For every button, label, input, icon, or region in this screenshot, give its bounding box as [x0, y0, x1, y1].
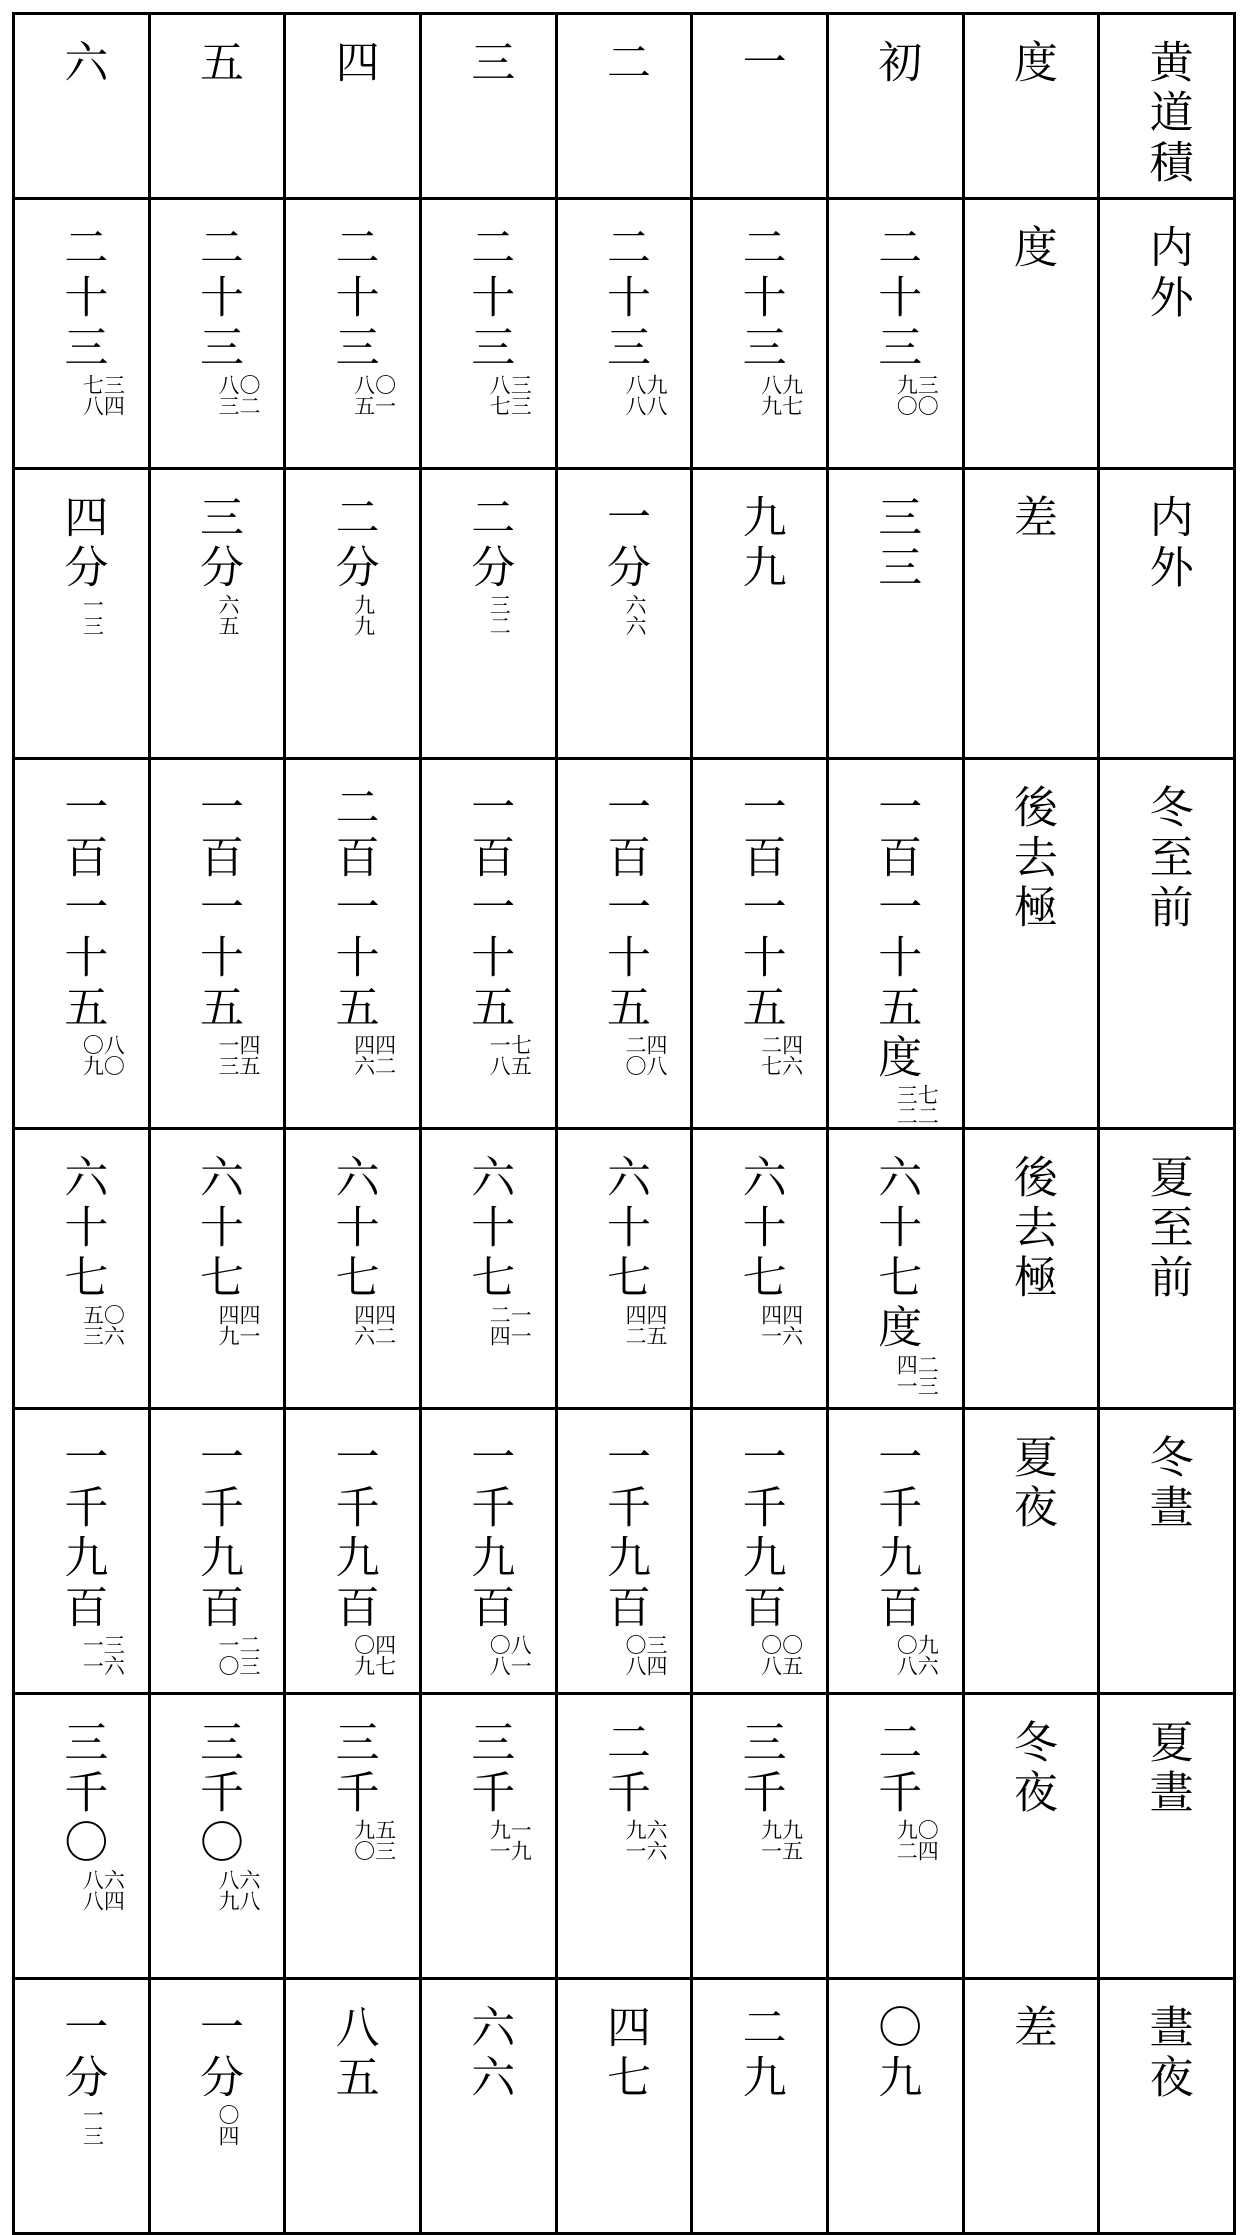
value-cell — [149, 199, 285, 469]
fraction-digit-column: 二七 — [758, 1034, 783, 1076]
value-main: 六十七 — [327, 1154, 379, 1304]
fraction-digit-column: 九七 — [779, 374, 804, 416]
row-label-cell — [1099, 1979, 1235, 2234]
value-fraction — [603, 594, 645, 636]
fraction-digit-column: 四二 — [372, 1304, 397, 1346]
value-main: 一千九百 — [56, 1434, 108, 1634]
row-label: 晝夜 — [1141, 2004, 1193, 2104]
fraction-digit-column: 七二 — [915, 1084, 940, 1126]
value-cell — [827, 1979, 963, 2234]
fraction-digit-column: 八三 — [215, 374, 240, 416]
value-fraction — [853, 1634, 940, 1676]
fraction-digit-column: 〇四 — [915, 1819, 940, 1861]
value-cell — [556, 1979, 692, 2234]
table-body — [14, 14, 1235, 2234]
value-fraction — [718, 1304, 802, 1346]
value-cell — [827, 1694, 963, 1979]
value-fraction — [718, 1634, 802, 1676]
row-label-cell — [1099, 199, 1235, 469]
value-main: 六十七 — [598, 1154, 650, 1304]
fraction-digit-column: 八九 — [215, 1869, 240, 1911]
row-sublabel: 差 — [1005, 2004, 1057, 2054]
value-cell — [14, 1129, 150, 1409]
value-fraction — [175, 1304, 259, 1346]
fraction-digit-column: 八一 — [508, 1634, 533, 1676]
value-fraction — [60, 594, 105, 636]
fraction-digit-column: 一三 — [80, 594, 105, 636]
fraction-digit-column: 四一 — [236, 1304, 261, 1346]
value-fraction — [39, 374, 126, 416]
fraction-digit-column: 一八 — [487, 1034, 512, 1076]
degree-label: 度 — [1005, 39, 1057, 89]
value-cell — [827, 1409, 963, 1694]
value-fraction — [60, 2104, 105, 2146]
cell-content — [829, 1434, 962, 1676]
fraction-digit-column: 四二 — [622, 1304, 647, 1346]
value-cell — [692, 1979, 828, 2234]
value-main: 一千九百 — [870, 1434, 922, 1634]
fraction-digit-column: 一三 — [80, 2104, 105, 2146]
cell-content — [151, 2004, 284, 2146]
row-sublabel: 冬夜 — [1005, 1719, 1057, 1819]
row-label: 夏晝 — [1141, 1719, 1193, 1819]
value-main: 三千〇 — [191, 1719, 243, 1869]
table-row — [14, 759, 1235, 1129]
value-cell — [556, 469, 692, 759]
fraction-digit-column: 六六 — [643, 1819, 668, 1861]
value-cell — [692, 469, 828, 759]
fraction-digit-column: 三三 — [508, 374, 533, 416]
value-main: 〇九 — [870, 2004, 922, 2104]
value-main: 一百一十五 — [598, 784, 650, 1034]
cell-content — [15, 224, 148, 416]
cell-content — [151, 1719, 284, 1911]
cell-content — [422, 494, 555, 636]
value-main: 一分 — [56, 2004, 108, 2104]
value-main: 一分 — [598, 494, 650, 594]
value-cell — [827, 469, 963, 759]
cell-content — [558, 494, 691, 636]
value-main: 一千九百 — [463, 1434, 515, 1634]
value-fraction — [718, 1819, 802, 1861]
row-label: 冬至前 — [1141, 784, 1193, 934]
row-label-cell — [1099, 1694, 1235, 1979]
row-label: 内外 — [1141, 224, 1193, 324]
cell-content — [693, 1154, 826, 1346]
value-main: 二千 — [598, 1719, 650, 1819]
value-fraction — [446, 1634, 533, 1676]
fraction-digit-column: 三〇 — [915, 374, 940, 416]
cell-content — [558, 1434, 691, 1676]
fraction-digit-column: 三四 — [101, 374, 126, 416]
value-fraction — [39, 1869, 126, 1911]
value-fraction — [196, 2104, 238, 2146]
fraction-digit-column: 八八 — [622, 374, 647, 416]
value-cell — [420, 199, 556, 469]
value-cell — [149, 1694, 285, 1979]
table-row — [14, 1979, 1235, 2234]
col-label-4: 四 — [327, 39, 379, 89]
value-cell — [14, 199, 150, 469]
fraction-digit-column: 〇八 — [622, 1634, 647, 1676]
fraction-digit-column: 二三 — [236, 1634, 261, 1676]
value-cell — [827, 1129, 963, 1409]
value-fraction — [311, 1304, 395, 1346]
value-main: 二十三 — [463, 224, 515, 374]
value-fraction — [175, 1634, 259, 1676]
fraction-digit-column: 九五 — [779, 1819, 804, 1861]
fraction-digit-column: 八〇 — [101, 1034, 126, 1076]
value-fraction — [582, 374, 666, 416]
cell-content — [286, 494, 419, 636]
value-main: 六六 — [463, 2004, 515, 2104]
value-cell — [285, 469, 421, 759]
header-cell-4 — [285, 14, 421, 199]
fraction-digit-column: 四六 — [351, 1034, 376, 1076]
fraction-digit-column: 四六 — [351, 1304, 376, 1346]
fraction-digit-column: 〇九 — [351, 1634, 376, 1676]
fraction-digit-column: 〇四 — [215, 2104, 240, 2146]
fraction-digit-column: 八五 — [351, 374, 376, 416]
value-main: 二十三 — [598, 224, 650, 374]
value-cell — [285, 1129, 421, 1409]
cell-content — [422, 1154, 555, 1346]
col-label-3: 三 — [463, 39, 515, 89]
cell-content — [693, 2004, 826, 2104]
row-label: 冬晝 — [1141, 1434, 1193, 1534]
cell-content — [558, 2004, 691, 2104]
fraction-digit-column: 一一 — [508, 1304, 533, 1346]
cell-content — [151, 494, 284, 636]
fraction-digit-column: 二四 — [487, 1304, 512, 1346]
cell-content — [422, 1719, 555, 1861]
table-row — [14, 1129, 1235, 1409]
table-row — [14, 1694, 1235, 1979]
col-label-6: 六 — [56, 39, 108, 89]
value-fraction — [311, 1819, 395, 1861]
row-sublabel-cell — [963, 1409, 1099, 1694]
value-main: 一千九百 — [598, 1434, 650, 1634]
value-main: 一千九百 — [327, 1434, 379, 1634]
value-main: 二十三 — [870, 224, 922, 374]
value-cell — [14, 469, 150, 759]
row-label-cell — [1099, 1409, 1235, 1694]
fraction-digit-column: 三六 — [101, 1634, 126, 1676]
cell-content — [558, 224, 691, 416]
value-fraction — [582, 1634, 666, 1676]
value-main: 六十七 — [56, 1154, 108, 1304]
cell-content — [286, 224, 419, 416]
almanac-table-wrapper — [12, 12, 1236, 2162]
value-fraction — [853, 1084, 940, 1126]
fraction-digit-column: 九一 — [487, 1819, 512, 1861]
value-fraction — [446, 374, 533, 416]
col-label-0: 初 — [870, 39, 922, 89]
value-fraction — [467, 594, 512, 636]
cell-content — [286, 1154, 419, 1346]
row-label-cell — [1099, 469, 1235, 759]
row-label-cell — [1099, 759, 1235, 1129]
value-cell — [556, 199, 692, 469]
fraction-digit-column: 四二 — [372, 1034, 397, 1076]
fraction-digit-column: 六四 — [101, 1869, 126, 1911]
value-main: 二分 — [463, 494, 515, 594]
value-cell — [692, 199, 828, 469]
value-cell — [420, 469, 556, 759]
value-cell — [827, 759, 963, 1129]
fraction-digit-column: 七八 — [80, 374, 105, 416]
fraction-digit-column: 四五 — [236, 1034, 261, 1076]
fraction-digit-column: 〇八 — [894, 1634, 919, 1676]
value-main: 三分 — [191, 494, 243, 594]
fraction-digit-column: 一一 — [80, 1634, 105, 1676]
col-label-2: 二 — [598, 39, 650, 89]
fraction-digit-column: 四七 — [372, 1634, 397, 1676]
row-sublabel: 差 — [1005, 494, 1057, 544]
header-cell-1 — [692, 14, 828, 199]
value-cell — [285, 199, 421, 469]
cell-content — [558, 1154, 691, 1346]
cell-content — [829, 494, 962, 594]
value-fraction — [446, 1304, 533, 1346]
value-main: 六十七 — [734, 1154, 786, 1304]
fraction-digit-column: 二三 — [915, 1354, 940, 1396]
header-row — [14, 14, 1235, 199]
fraction-digit-column: 四一 — [894, 1354, 919, 1396]
fraction-digit-column: 四六 — [779, 1034, 804, 1076]
value-main: 六十七 — [463, 1154, 515, 1304]
value-main: 二十三 — [734, 224, 786, 374]
cell-content — [286, 1719, 419, 1861]
fraction-digit-column: 四九 — [215, 1304, 240, 1346]
fraction-digit-column: 二〇 — [622, 1034, 647, 1076]
cell-content — [286, 1434, 419, 1676]
value-fraction — [853, 1819, 940, 1861]
value-fraction — [853, 374, 940, 416]
value-main: 一千九百 — [191, 1434, 243, 1634]
value-main: 二九 — [734, 2004, 786, 2104]
cell-content — [693, 1434, 826, 1676]
value-fraction — [446, 1819, 533, 1861]
table-row — [14, 469, 1235, 759]
value-main: 八五 — [327, 2004, 379, 2104]
cell-content — [422, 224, 555, 416]
value-main: 三千 — [327, 1719, 379, 1819]
fraction-digit-column: 〇五 — [779, 1634, 804, 1676]
fraction-digit-column: 六六 — [622, 594, 647, 636]
cell-content — [829, 2004, 962, 2104]
cell-content — [15, 494, 148, 636]
value-cell — [556, 1694, 692, 1979]
fraction-digit-column: 九二 — [894, 1819, 919, 1861]
header-cell-0 — [827, 14, 963, 199]
value-cell — [827, 199, 963, 469]
fraction-digit-column: 九九 — [351, 594, 376, 636]
value-main: 二十三 — [327, 224, 379, 374]
value-cell — [420, 1129, 556, 1409]
row-sublabel: 後去極 — [1005, 1154, 1057, 1304]
row-sublabel-cell — [963, 1129, 1099, 1409]
value-cell — [14, 1979, 150, 2234]
value-main: 六十七度 — [870, 1154, 922, 1354]
fraction-digit-column: 五三 — [372, 1819, 397, 1861]
value-cell — [149, 1129, 285, 1409]
header-cell-6 — [14, 14, 150, 199]
fraction-digit-column: 五三 — [80, 1304, 105, 1346]
value-main: 三千 — [463, 1719, 515, 1819]
value-fraction — [39, 1304, 126, 1346]
cell-content — [829, 784, 962, 1126]
col-label-5: 五 — [191, 39, 243, 89]
fraction-digit-column: 八八 — [80, 1869, 105, 1911]
value-main: 四七 — [598, 2004, 650, 2104]
value-fraction — [582, 1819, 666, 1861]
value-main: 三千 — [734, 1719, 786, 1819]
header-degree-cell — [963, 14, 1099, 199]
value-main: 二十三 — [191, 224, 243, 374]
value-cell — [285, 1694, 421, 1979]
fraction-digit-column: 九八 — [643, 374, 668, 416]
fraction-digit-column: 〇二 — [236, 374, 261, 416]
cell-content — [693, 1719, 826, 1861]
fraction-digit-column: 四八 — [643, 1034, 668, 1076]
value-cell — [14, 1694, 150, 1979]
row-sublabel-cell — [963, 1979, 1099, 2234]
cell-content — [829, 1719, 962, 1861]
fraction-digit-column: 四六 — [779, 1304, 804, 1346]
fraction-digit-column: 〇九 — [80, 1034, 105, 1076]
value-fraction — [853, 1354, 940, 1396]
cell-content — [15, 1154, 148, 1346]
cell-content — [15, 1434, 148, 1676]
value-fraction — [718, 374, 802, 416]
value-main: 九九 — [734, 494, 786, 594]
value-main: 六十七 — [191, 1154, 243, 1304]
value-cell — [692, 1694, 828, 1979]
value-main: 四分 — [56, 494, 108, 594]
value-main: 二十三 — [56, 224, 108, 374]
fraction-digit-column: 七五 — [508, 1034, 533, 1076]
cell-content — [151, 1434, 284, 1676]
value-main: 一百一十五 — [56, 784, 108, 1034]
ecliptic-table — [12, 12, 1236, 2235]
cell-content — [422, 1434, 555, 1676]
cell-content — [829, 1154, 962, 1396]
fraction-digit-column: 六五 — [215, 594, 240, 636]
value-main: 三三 — [870, 494, 922, 594]
row-sublabel-cell — [963, 469, 1099, 759]
fraction-digit-column: 六八 — [236, 1869, 261, 1911]
value-cell — [556, 1129, 692, 1409]
fraction-digit-column: 三四 — [643, 1634, 668, 1676]
fraction-digit-column: 四一 — [758, 1304, 783, 1346]
col-label-1: 一 — [734, 39, 786, 89]
fraction-digit-column: 八七 — [487, 374, 512, 416]
fraction-digit-column: 〇八 — [758, 1634, 783, 1676]
value-cell — [149, 469, 285, 759]
fraction-digit-column: 九〇 — [351, 1819, 376, 1861]
cell-content — [151, 1154, 284, 1346]
header-cell-2 — [556, 14, 692, 199]
value-cell — [420, 1694, 556, 1979]
row-label-cell — [1099, 1129, 1235, 1409]
ecliptic-accum-label: 黄道積 — [1141, 39, 1193, 189]
row-label: 夏至前 — [1141, 1154, 1193, 1304]
value-fraction — [39, 1634, 126, 1676]
fraction-digit-column: 一〇 — [215, 1634, 240, 1676]
value-fraction — [311, 374, 395, 416]
header-row-label-cell — [1099, 14, 1235, 199]
value-fraction — [332, 594, 374, 636]
value-cell — [285, 1979, 421, 2234]
fraction-digit-column: 一三 — [215, 1034, 240, 1076]
cell-content — [693, 494, 826, 594]
cell-content — [15, 2004, 148, 2146]
row-sublabel: 夏夜 — [1005, 1434, 1057, 1534]
fraction-digit-column: 三二 — [894, 1084, 919, 1126]
value-fraction — [175, 374, 259, 416]
value-main: 二百一十五 — [327, 784, 379, 1034]
row-sublabel-cell — [963, 1694, 1099, 1979]
value-main: 一分 — [191, 2004, 243, 2104]
cell-content — [422, 2004, 555, 2104]
cell-content — [829, 224, 962, 416]
value-main: 一百一十五度 — [870, 784, 922, 1084]
header-cell-5 — [149, 14, 285, 199]
row-sublabel: 度 — [1005, 224, 1057, 274]
fraction-digit-column: 九一 — [622, 1819, 647, 1861]
value-fraction — [175, 1869, 259, 1911]
table-row — [14, 1409, 1235, 1694]
fraction-digit-column: 〇八 — [487, 1634, 512, 1676]
fraction-digit-column: 三二 — [487, 594, 512, 636]
value-fraction — [311, 1634, 395, 1676]
cell-content — [15, 1719, 148, 1911]
fraction-digit-column: 〇一 — [372, 374, 397, 416]
value-main: 一百一十五 — [191, 784, 243, 1034]
value-main: 一千九百 — [734, 1434, 786, 1634]
value-main: 二千 — [870, 1719, 922, 1819]
table-row — [14, 199, 1235, 469]
fraction-digit-column: 〇六 — [101, 1304, 126, 1346]
fraction-digit-column: 九〇 — [894, 374, 919, 416]
row-label: 内外 — [1141, 494, 1193, 594]
fraction-digit-column: 九一 — [758, 1819, 783, 1861]
header-cell-3 — [420, 14, 556, 199]
cell-content — [286, 2004, 419, 2104]
value-main: 一百一十五 — [463, 784, 515, 1034]
value-fraction — [582, 1304, 666, 1346]
fraction-digit-column: 一九 — [508, 1819, 533, 1861]
row-sublabel: 後去極 — [1005, 784, 1057, 934]
value-cell — [149, 1979, 285, 2234]
value-main: 三千〇 — [56, 1719, 108, 1869]
value-main: 一百一十五 — [734, 784, 786, 1034]
row-sublabel-cell — [963, 199, 1099, 469]
cell-content — [693, 224, 826, 416]
value-main: 二分 — [327, 494, 379, 594]
value-fraction — [196, 594, 238, 636]
cell-content — [151, 224, 284, 416]
fraction-digit-column: 四五 — [643, 1304, 668, 1346]
value-cell — [420, 1979, 556, 2234]
cell-content — [558, 1719, 691, 1861]
fraction-digit-column: 八九 — [758, 374, 783, 416]
fraction-digit-column: 九六 — [915, 1634, 940, 1676]
